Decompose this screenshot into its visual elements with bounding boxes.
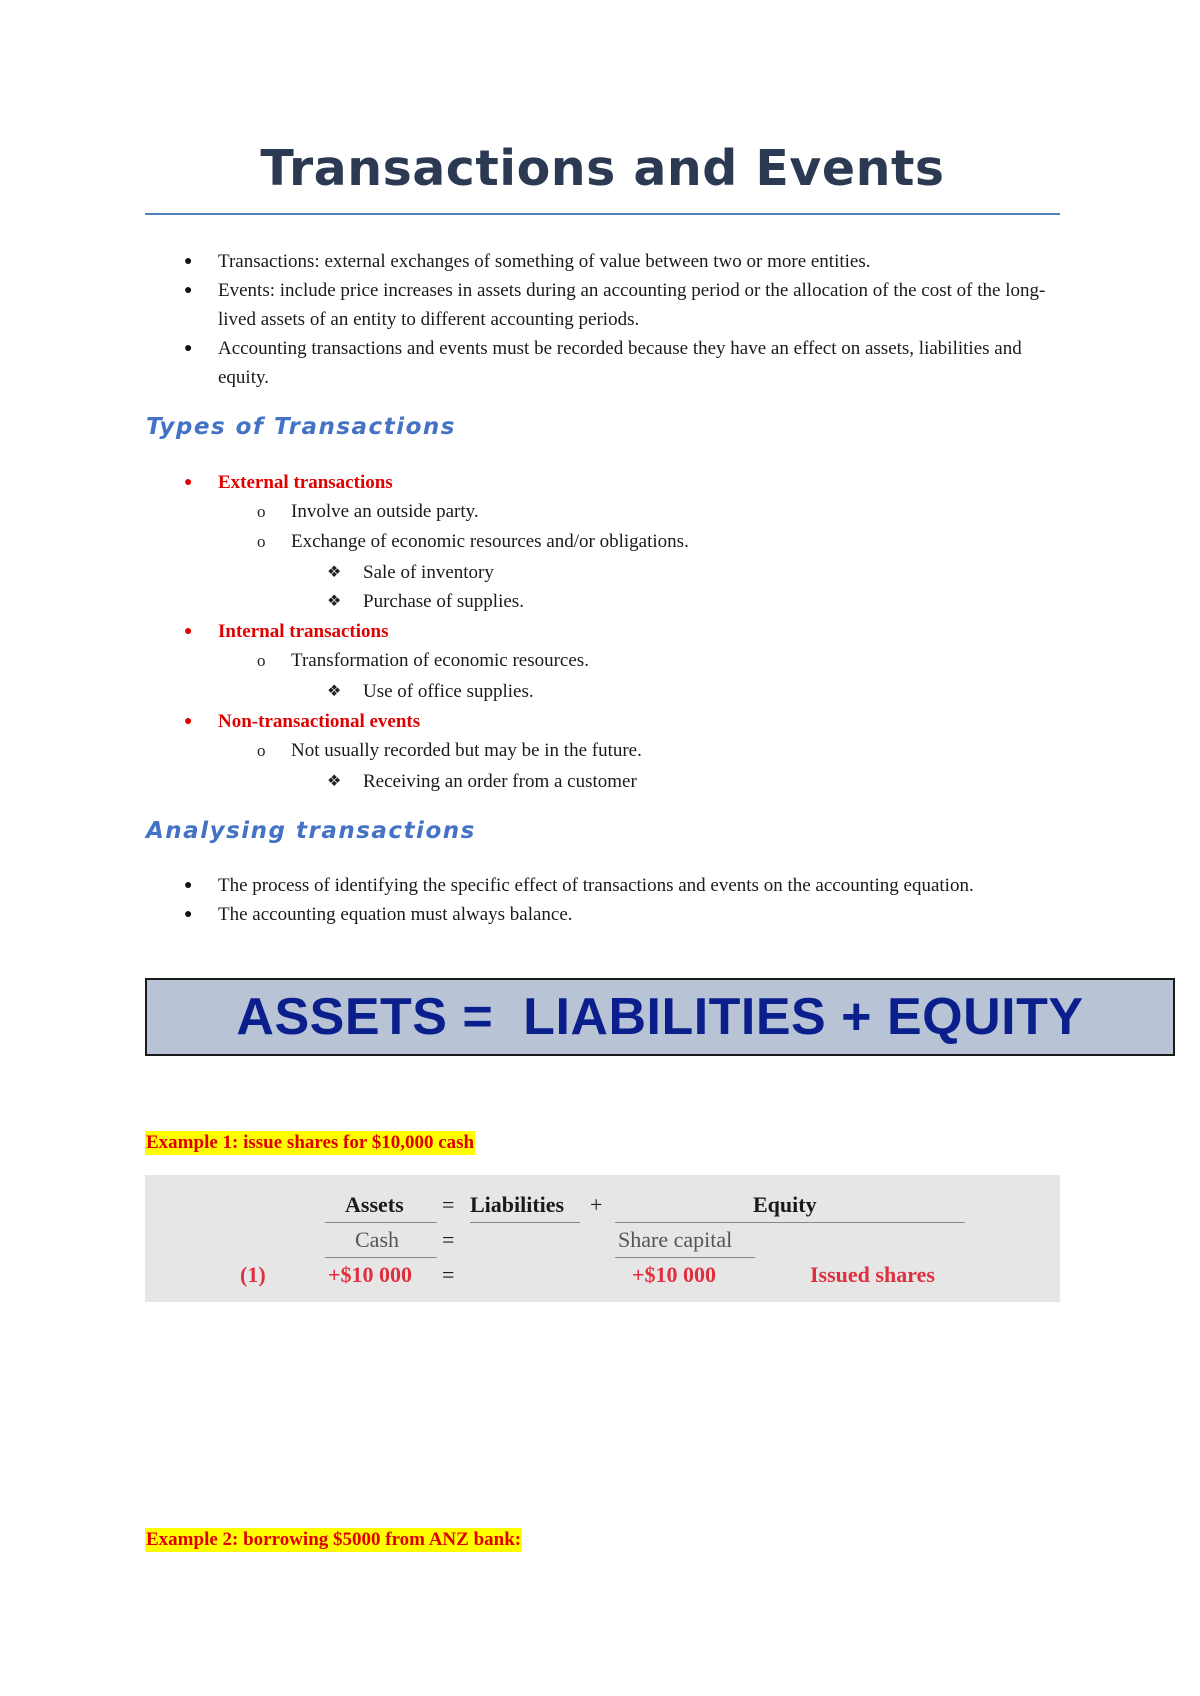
list-item: ❖ Sale of inventory	[363, 558, 494, 587]
cash-value: +$10 000	[328, 1262, 413, 1287]
diamond-bullet-icon: ❖	[327, 683, 342, 700]
intro-bullet-list	[184, 247, 1048, 392]
cash-underline	[325, 1257, 437, 1258]
list-item: o Exchange of economic resources and/or obligations.	[291, 527, 689, 556]
transaction-note: Issued shares	[810, 1262, 935, 1287]
plus-sign: +	[590, 1192, 603, 1217]
example2-label: Example 2: borrowing $5000 from ANZ bank:	[146, 1529, 522, 1550]
bullet-icon: ●	[184, 624, 193, 639]
share-capital-label: Share capital	[618, 1227, 733, 1252]
analysing-heading: Analysing transactions	[146, 818, 476, 844]
types-heading: Types of Transactions	[146, 414, 456, 440]
list-item: ● Events: include price increases in assets during an accounting period or the allocation of the cost of the long-lived assets of an entity to different accounting periods.	[218, 276, 1048, 334]
list-item: o Involve an outside party.	[291, 497, 479, 526]
example1-label: Example 1: issue shares for $10,000 cash	[146, 1132, 475, 1153]
page-title: Transactions and Events	[260, 140, 945, 197]
list-item: ● The accounting equation must always balance.	[218, 900, 1048, 929]
analysing-bullet-list	[184, 871, 1048, 929]
list-item-non-transactional: ● Non-transactional events	[218, 707, 420, 736]
share-capital-value: +$10 000	[632, 1262, 717, 1287]
diamond-bullet-icon: ❖	[327, 593, 342, 610]
title-underline	[145, 213, 1060, 215]
bullet-icon: ●	[184, 254, 193, 269]
bullet-icon: ●	[184, 907, 193, 922]
diamond-bullet-icon: ❖	[327, 564, 342, 581]
equity-header: Equity	[753, 1192, 817, 1217]
bullet-icon: ●	[184, 475, 193, 490]
assets-underline	[325, 1222, 437, 1223]
list-item: ❖ Receiving an order from a customer	[363, 767, 637, 796]
list-item: o Not usually recorded but may be in the future.	[291, 736, 642, 765]
list-item-external: ● External transactions	[218, 468, 393, 497]
accounting-equation-box	[145, 978, 1175, 1056]
equals-sign: =	[442, 1192, 455, 1217]
list-item: ● Transactions: external exchanges of something of value between two or more entities.	[218, 247, 1048, 276]
equity-underline	[615, 1222, 965, 1223]
row-number: (1)	[240, 1262, 266, 1287]
circle-bullet-icon: o	[257, 741, 266, 760]
share-capital-underline	[615, 1257, 755, 1258]
list-item: ● Accounting transactions and events must be recorded because they have an effect on assets, liabilities and equity.	[218, 334, 1048, 392]
circle-bullet-icon: o	[257, 502, 266, 521]
bullet-icon: ●	[184, 283, 193, 298]
equals-sign: =	[442, 1227, 455, 1252]
liabilities-underline	[470, 1222, 580, 1223]
example1-table	[145, 1175, 1060, 1302]
list-item: o Transformation of economic resources.	[291, 646, 589, 675]
diamond-bullet-icon: ❖	[327, 773, 342, 790]
list-item: ❖ Purchase of supplies.	[363, 587, 524, 616]
cash-label: Cash	[355, 1227, 399, 1252]
liabilities-header: Liabilities	[470, 1192, 565, 1217]
assets-header: Assets	[345, 1192, 404, 1217]
equals-sign: =	[442, 1262, 455, 1287]
bullet-icon: ●	[184, 714, 193, 729]
list-item: ● The process of identifying the specific effect of transactions and events on the accounting equation.	[218, 871, 1048, 900]
accounting-equation: ASSETS = LIABILITIES + EQUITY	[236, 988, 1084, 1046]
list-item: ❖ Use of office supplies.	[363, 677, 534, 706]
circle-bullet-icon: o	[257, 532, 266, 551]
bullet-icon: ●	[184, 878, 193, 893]
bullet-icon: ●	[184, 341, 193, 356]
list-item-internal: ● Internal transactions	[218, 617, 388, 646]
circle-bullet-icon: o	[257, 651, 266, 670]
